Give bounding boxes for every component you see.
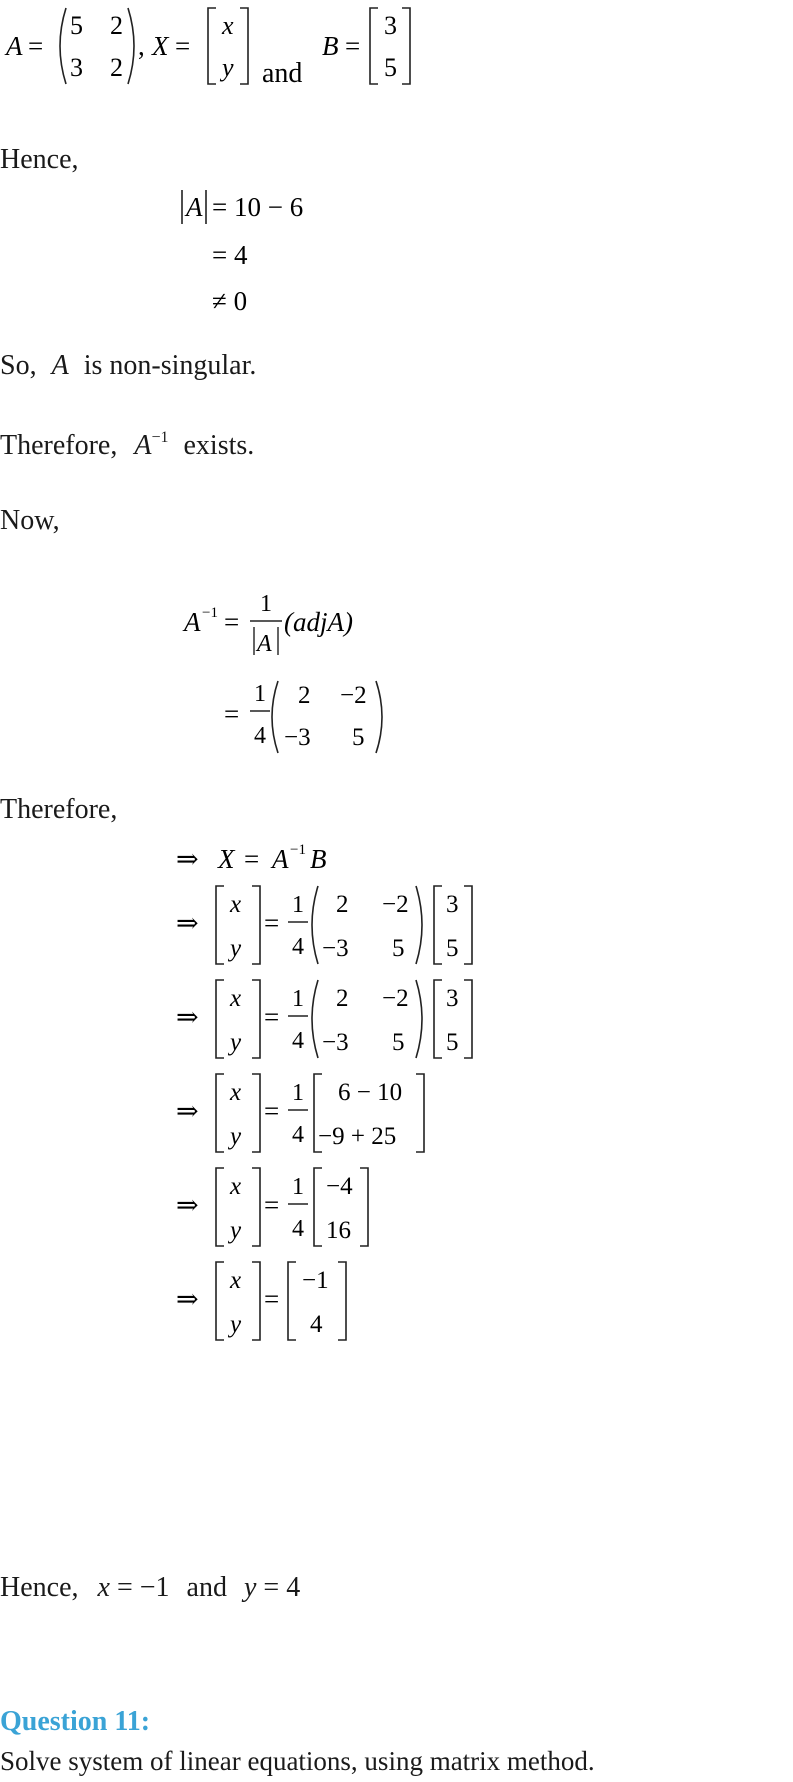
left-bracket [216,1262,224,1340]
vec-1: 3 [446,985,459,1012]
left-bracket [208,8,216,84]
equals-sign: = [244,844,260,874]
B-symbol: B [310,844,327,874]
question-text: Solve system of linear equations, using matrix method. [0,1746,595,1776]
mat-11: 2 [336,891,349,918]
left-bracket [216,1168,224,1246]
mat-21: −3 [322,1029,349,1056]
step-3 [176,980,472,1058]
implies-arrow: ⇒ [176,1096,199,1126]
left-bracket [434,980,442,1058]
step-2 [176,886,472,964]
adj-entry-22: 5 [352,724,365,751]
frac-num: 1 [292,986,304,1012]
x-entry: x [230,1079,242,1106]
matrix-definitions [0,0,440,100]
x-entry: x [230,1173,242,1200]
x-entry: x [230,985,242,1012]
left-bracket [370,8,378,84]
frac-num: 1 [292,892,304,918]
implies-arrow: ⇒ [176,1284,199,1314]
right-bracket [252,980,260,1058]
vec-top: −1 [302,1267,329,1294]
frac-den: 4 [292,1122,304,1148]
left-bracket [288,1262,296,1340]
det-line-1: = 10 − 6 [212,192,304,222]
mat-11: 2 [336,985,349,1012]
vec-2: 5 [446,935,459,962]
right-bracket [416,1074,424,1152]
A-entry-12: 2 [110,11,123,40]
right-paren [128,8,134,84]
left-paren [312,886,318,964]
inv-A-symbol: A [184,607,201,637]
final-x: x [97,1572,110,1603]
step-6 [176,1262,346,1340]
so-prefix: So, [0,350,37,381]
right-paren [416,980,422,1058]
right-bracket [338,1262,346,1340]
mat-22: 5 [392,935,405,962]
step-4 [176,1074,424,1152]
mat-12: −2 [382,985,409,1012]
A-symbol: A [272,844,289,874]
implies-arrow: ⇒ [176,1002,199,1032]
B-entry-1: 3 [384,11,397,40]
equals-sign: = [345,31,361,61]
adj-entry-21: −3 [284,724,311,751]
matrix-X-symbol: X [152,31,169,61]
final-and: and [186,1572,227,1603]
right-bracket [464,980,472,1058]
det-A-symbol: A [186,192,203,222]
implies-arrow: ⇒ [176,908,199,938]
adj-A-text: (adjA) [284,607,353,637]
y-entry: y [230,1029,242,1056]
inv-superscript: −1 [202,605,218,621]
x-entry: x [230,891,242,918]
left-paren [312,980,318,1058]
final-y-value: = 4 [263,1572,301,1603]
vec-1: 3 [446,891,459,918]
frac-num: 1 [292,1080,304,1106]
left-bracket [434,886,442,964]
vec-bottom: 16 [326,1217,351,1244]
frac-numerator: 1 [260,591,272,617]
final-y: y [243,1572,257,1603]
left-bracket [314,1168,322,1246]
vec-top: −4 [326,1173,353,1200]
frac-denominator: A [257,631,272,657]
matrix-A-symbol: A [6,31,23,61]
therefore-suffix: exists. [183,430,255,461]
right-bracket [464,886,472,964]
right-paren [416,886,422,964]
right-bracket [252,1168,260,1246]
step-5 [176,1168,368,1246]
left-bracket [216,980,224,1058]
right-bracket [240,8,248,84]
y-entry: y [230,1123,242,1150]
X-entry-2: y [222,53,234,82]
det-line-2: = 4 [212,240,248,270]
right-bracket [252,886,260,964]
implies-arrow: ⇒ [176,844,199,874]
frac-den: 4 [292,934,304,960]
frac-den: 4 [292,1216,304,1242]
B-entry-2: 5 [384,53,397,82]
quarter-numerator: 1 [254,681,266,707]
equals-sign: = [264,1284,280,1314]
equals-sign: = [175,31,191,61]
y-entry: y [230,1217,242,1244]
equals-sign: = [224,699,240,729]
y-entry: y [230,1311,242,1338]
y-entry: y [230,935,242,962]
quarter-denominator: 4 [254,723,266,749]
determinant-computation [170,182,370,322]
det-line-3: ≠ 0 [212,286,248,316]
comma: , [138,31,145,61]
adj-entry-11: 2 [298,682,311,709]
A-inverse-symbol: A [134,430,152,461]
X-entry-1: x [222,11,234,40]
right-bracket [402,8,410,84]
solution-steps [172,830,492,1350]
equals-sign: = [224,607,240,637]
hence-label: Hence, [0,144,79,175]
inverse-superscript: −1 [290,842,306,858]
left-bracket [216,886,224,964]
left-paren [60,8,66,84]
mat-12: −2 [382,891,409,918]
final-prefix: Hence, [0,1572,79,1603]
equals-sign: = [28,31,44,61]
equals-sign: = [264,908,280,938]
equals-sign: = [264,1096,280,1126]
therefore-label: Therefore, [0,794,118,825]
implies-arrow: ⇒ [176,1190,199,1220]
so-line [0,352,256,380]
vec-bottom: 4 [310,1311,323,1338]
A-entry-22: 2 [110,53,123,82]
left-paren [272,681,278,753]
frac-num: 1 [292,1174,304,1200]
adj-entry-12: −2 [340,682,367,709]
left-bracket [216,1074,224,1152]
vec-top: 6 − 10 [338,1079,403,1106]
frac-den: 4 [292,1028,304,1054]
question-title: Question 11: [0,1706,151,1737]
so-suffix: is non-singular. [83,350,257,381]
and-word: and [262,58,303,89]
right-bracket [252,1074,260,1152]
vec-2: 5 [446,1029,459,1056]
X-symbol: X [218,844,235,874]
x-entry: x [230,1267,242,1294]
A-entry-11: 5 [70,11,83,40]
equals-sign: = [264,1002,280,1032]
right-bracket [360,1168,368,1246]
therefore-prefix: Therefore, [0,430,118,461]
inverse-superscript: −1 [151,429,169,446]
equals-sign: = [264,1190,280,1220]
right-paren [376,681,382,753]
so-A-symbol: A [51,350,69,381]
final-x-value: = −1 [116,1572,170,1603]
therefore-exists-line [0,429,255,461]
step-1 [176,842,327,874]
A-entry-21: 3 [70,53,83,82]
vec-bottom: −9 + 25 [318,1123,397,1150]
inverse-formula [180,585,420,760]
now-label: Now, [0,505,60,536]
mat-21: −3 [322,935,349,962]
right-bracket [252,1262,260,1340]
final-answer [0,1574,300,1602]
matrix-B-symbol: B [322,31,339,61]
mat-22: 5 [392,1029,405,1056]
